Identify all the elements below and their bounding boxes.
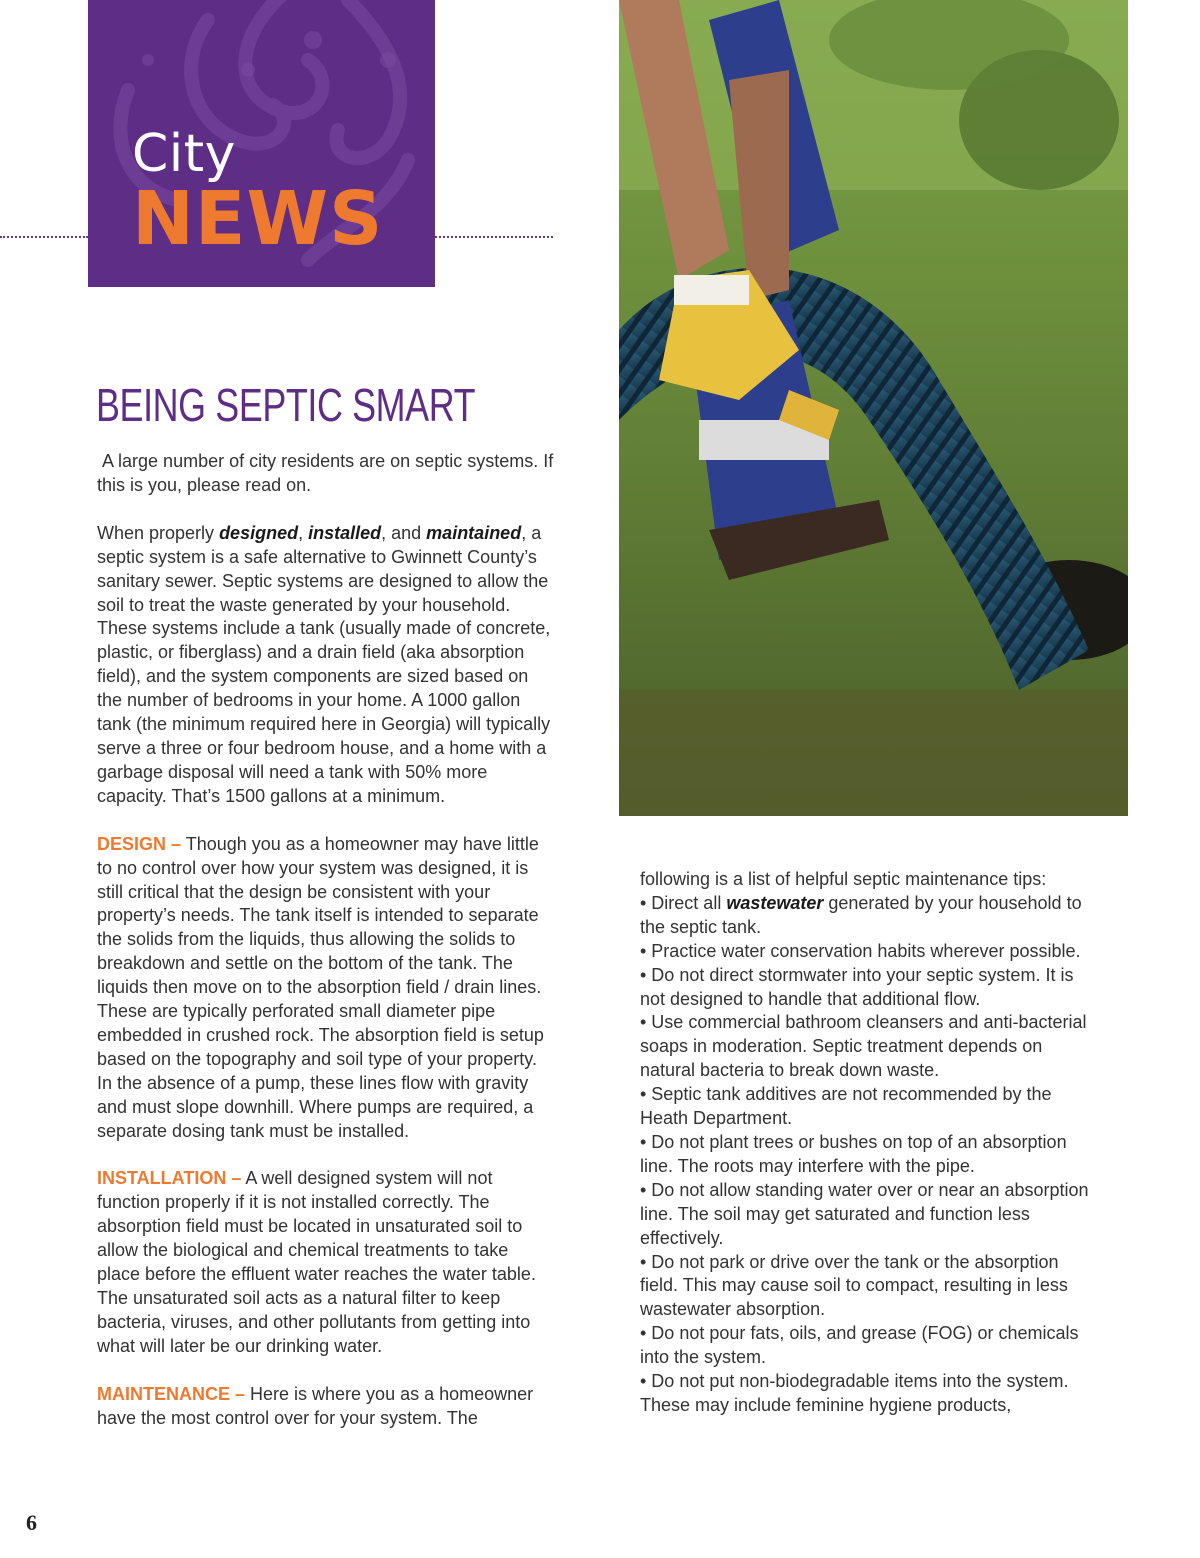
masthead-news: NEWS [132, 176, 384, 262]
tip-item: • Use commercial bathroom cleansers and anti-bacterial soaps in moderation. Septic treatment depends on natural bacteria to break down waste. [640, 1012, 1087, 1081]
emphasis-wastewater: wastewater [726, 892, 824, 913]
article-title: BEING SEPTIC SMART [96, 379, 476, 431]
maintenance-paragraph [97, 1383, 555, 1431]
tip1-text-b: generated by your household to the septic tank. [640, 892, 1082, 937]
article-right-column [640, 868, 1098, 1418]
continued-text: following is a list of helpful septic maintenance tips: [640, 869, 1047, 889]
installation-label: INSTALLATION – [97, 1168, 242, 1189]
overview-text-d: , a septic system is a safe alternative to Gwinnett County’s sanitary sewer. Septic systems are designed to allow the soil to treat the waste generated by your household. These systems include a tank (usually made of concrete, plastic, or fiberglass) and a drain field (aka absorption field), and the system components are sized based on the number of bedrooms in your home. A 1000 gallon tank (the minimum required here in Georgia) will typically serve a three or four bedroom house, and a home with a garbage disposal will need a tank with 50% more capacity. That’s 1500 gallons at a minimum. [97, 522, 551, 806]
tip-item: • Septic tank additives are not recommended by the Heath Department. [640, 1084, 1052, 1129]
overview-text-c: , and [381, 522, 427, 543]
page-number: 6 [26, 1510, 37, 1535]
maintenance-text: Here is where you as a homeowner have the most control over for your system. The [97, 1383, 534, 1428]
masthead-rule-right [435, 236, 553, 238]
tip-item: • Do not direct stormwater into your septic system. It is not designed to handle that additional flow. [640, 964, 1074, 1009]
tip-item: • Practice water conservation habits wherever possible. [640, 940, 1081, 961]
intro-text: A large number of city residents are on septic systems. If this is you, please read on. [97, 451, 554, 495]
emphasis-maintained: maintained [426, 522, 522, 543]
emphasis-installed: installed [308, 522, 382, 543]
emphasis-designed: designed [219, 522, 299, 543]
maintenance-label: MAINTENANCE – [97, 1383, 246, 1404]
tip-item: • Do not park or drive over the tank or the absorption field. This may cause soil to compact, resulting in less wastewater absorption. [640, 1251, 1068, 1320]
design-paragraph [97, 833, 555, 1144]
overview-text-b: , [298, 522, 309, 543]
masthead-city: City [132, 124, 236, 184]
design-text: Though you as a homeowner may have little to no control over how your system was designed, it is still critical that the design be consistent with your property’s needs. The tank itself is intended to separate the solids from the liquids, thus allowing the solids to breakdown and settle on the bottom of the tank. The liquids then move on to the absorption field / drain lines. These are typically perforated small diameter pipe embedded in crushed rock. The absorption field is setup based on the topography and soil type of your property. In the absence of a pump, these lines flow with gravity and must slope downhill. Where pumps are required, a separate dosing tank must be installed. [97, 833, 544, 1141]
tip-item [640, 892, 1098, 940]
design-label: DESIGN – [97, 833, 182, 854]
tip-item: • Do not allow standing water over or near an absorption line. The soil may get saturated and function less effectively. [640, 1179, 1089, 1248]
septic-hose-photo [619, 0, 1128, 816]
tip1-text-a: • Direct all [640, 892, 727, 913]
installation-paragraph [97, 1167, 555, 1358]
tip-item: • Do not put non-biodegradable items into the system. These may include feminine hygiene products, [640, 1371, 1069, 1415]
tip-item: • Do not plant trees or bushes on top of an absorption line. The roots may interfere with the pipe. [640, 1131, 1067, 1176]
tip-item: • Do not pour fats, oils, and grease (FOG) or chemicals into the system. [640, 1323, 1079, 1368]
overview-text-a: When properly [97, 522, 220, 543]
overview-paragraph [97, 522, 555, 809]
installation-text: A well designed system will not function properly if it is not installed correctly. The absorption field must be located in unsaturated soil to allow the biological and chemical treatments to take place before the effluent water reaches the water table. The unsaturated soil acts as a natural filter to keep bacteria, viruses, and other pollutants from getting into what will later be our drinking water. [97, 1168, 536, 1356]
masthead-rule-left [0, 236, 88, 238]
photo-illustration [619, 0, 1128, 816]
city-news-masthead [88, 0, 435, 287]
article-left-column [97, 450, 555, 1455]
intro-paragraph [97, 450, 555, 498]
